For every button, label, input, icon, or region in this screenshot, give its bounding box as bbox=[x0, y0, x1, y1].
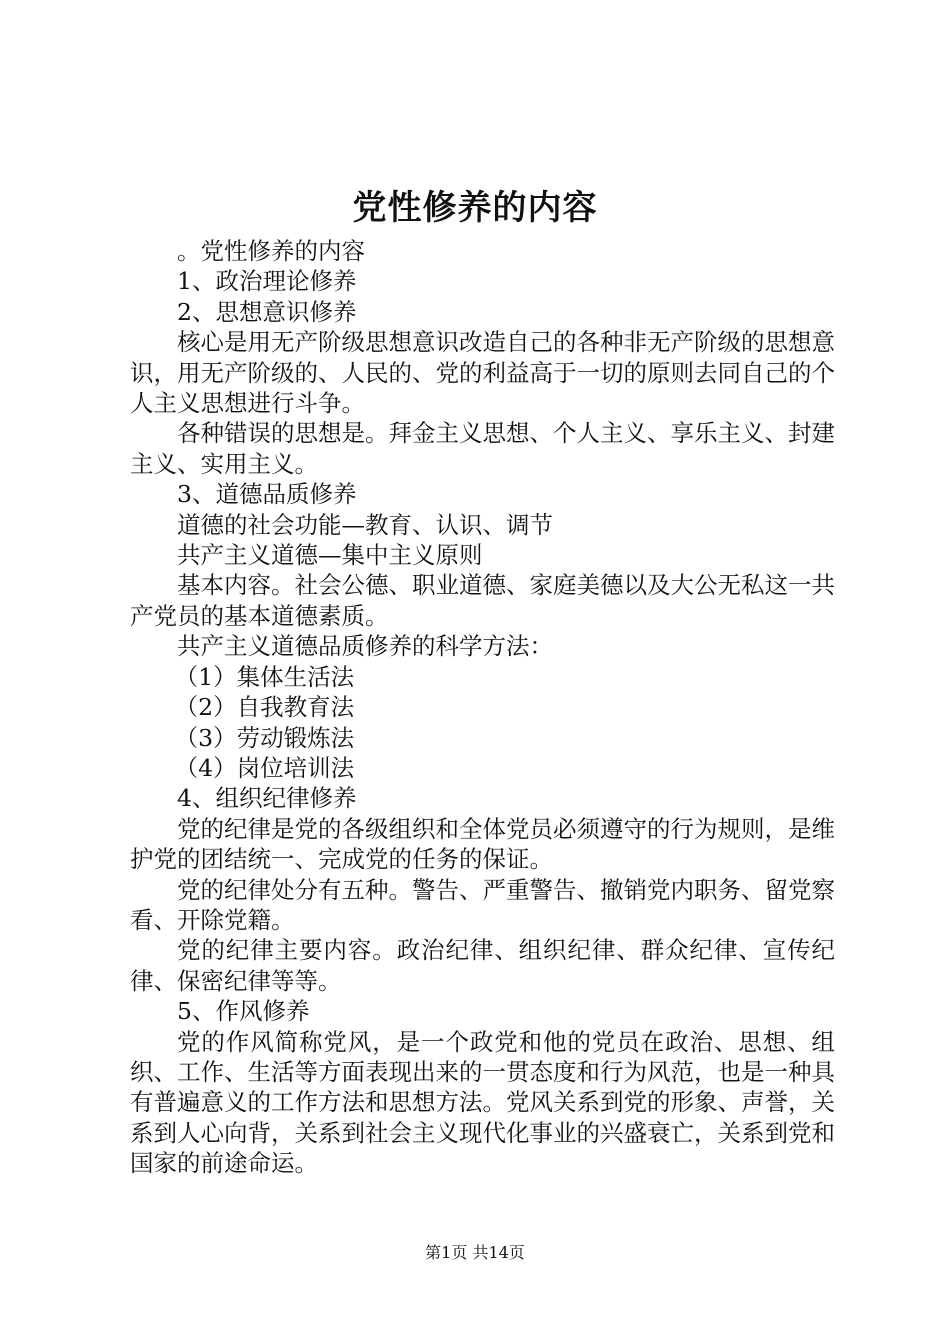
list-item-method-3: （3）劳动锻炼法 bbox=[174, 723, 355, 752]
paragraph-wrong-thoughts: 各种错误的思想是。拜金主义思想、个人主义、享乐主义、封建主义、实用主义。 bbox=[130, 419, 835, 478]
document-title: 党性修养的内容 bbox=[352, 188, 598, 228]
document-body bbox=[130, 236, 835, 1179]
paragraph-communist-morality: 共产主义道德—集中主义原则 bbox=[177, 541, 483, 570]
paragraph-scientific-methods: 共产主义道德品质修养的科学方法： bbox=[177, 632, 553, 661]
paragraph-basic-content: 基本内容。社会公德、职业道德、家庭美德以及大公无私这一共产党员的基本道德素质。 bbox=[130, 571, 835, 630]
paragraph-discipline-content: 党的纪律主要内容。政治纪律、组织纪律、群众纪律、宣传纪律、保密纪律等等。 bbox=[130, 936, 835, 995]
list-item-method-2: （2）自我教育法 bbox=[174, 693, 355, 722]
paragraph-moral-functions: 道德的社会功能—教育、认识、调节 bbox=[177, 510, 553, 539]
list-item-method-4: （4）岗位培训法 bbox=[174, 753, 355, 782]
section-heading-discipline: 4、组织纪律修养 bbox=[177, 784, 357, 813]
section-heading-ideology: 2、思想意识修养 bbox=[177, 297, 357, 326]
paragraph-discipline-definition: 党的纪律是党的各级组织和全体党员必须遵守的行为规则，是维护党的团结统一、完成党的任务的保证。 bbox=[130, 814, 835, 874]
page-footer: 第1页 共14页 bbox=[425, 1243, 525, 1262]
paragraph-intro: 。党性修养的内容 bbox=[177, 237, 365, 265]
section-heading-style: 5、作风修养 bbox=[177, 997, 310, 1026]
section-heading-political-theory: 1、政治理论修养 bbox=[177, 267, 357, 296]
paragraph-discipline-punishments: 党的纪律处分有五种。警告、严重警告、撤销党内职务、留党察看、开除党籍。 bbox=[130, 875, 835, 934]
list-item-method-1: （1）集体生活法 bbox=[174, 662, 355, 691]
section-heading-morality: 3、道德品质修养 bbox=[177, 480, 357, 509]
paragraph-party-style: 党的作风简称党风，是一个政党和他的党员在政治、思想、组织、工作、生活等方面表现出来的一贯态度和行为风范，也是一种具有普遍意义的工作方法和思想方法。党风关系到党的形象、声誉，关系到人心向背，关系到社会主义现代化事业的兴盛衰亡，关系到党和国家的前途命运。 bbox=[130, 1027, 835, 1178]
paragraph-ideology-core: 核心是用无产阶级思想意识改造自己的各种非无产阶级的思想意识，用无产阶级的、人民的、党的利益高于一切的原则去同自己的个人主义思想进行斗争。 bbox=[130, 328, 835, 418]
